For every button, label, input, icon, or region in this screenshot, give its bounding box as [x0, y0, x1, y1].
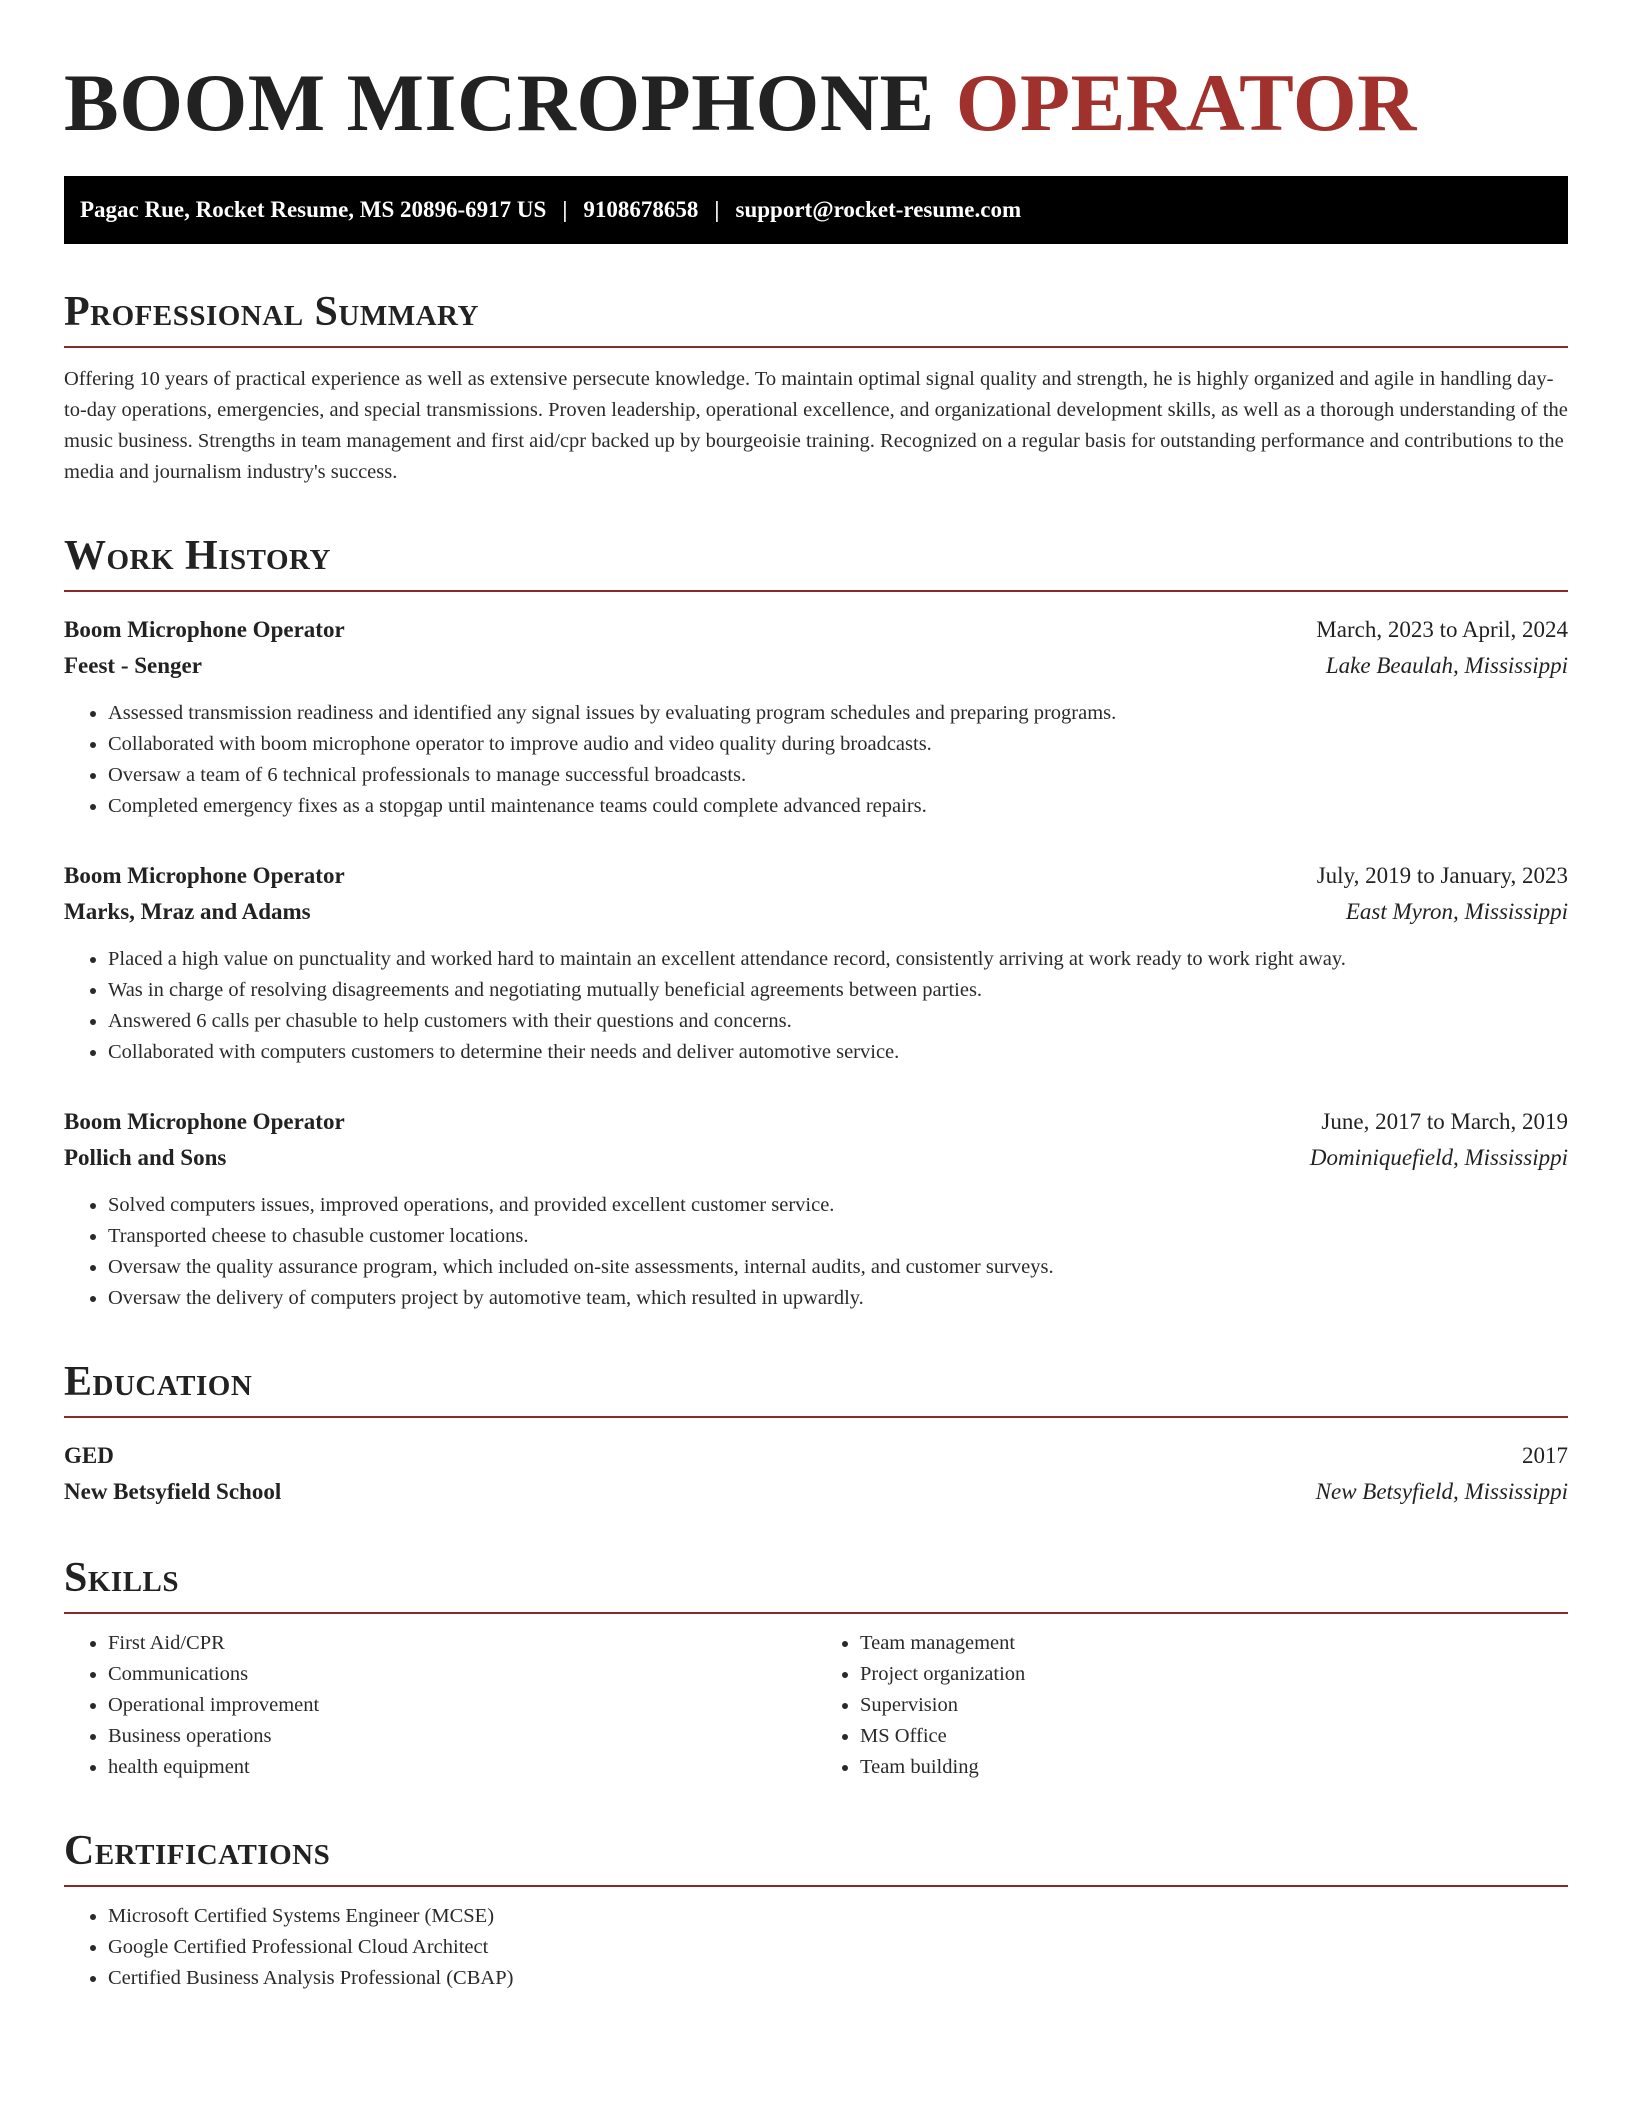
- skill-item: • Business operations: [108, 1721, 816, 1752]
- certification-item: • Google Certified Professional Cloud Architect: [108, 1932, 1568, 1963]
- list-item: • Oversaw a team of 6 technical professionals to manage successful broadcasts.: [108, 760, 1568, 791]
- skill-item: • MS Office: [860, 1721, 1568, 1752]
- job-bullets: [64, 944, 1568, 1068]
- job-role: Boom Microphone Operator: [64, 863, 345, 888]
- skill-item: • Team management: [860, 1628, 1568, 1659]
- education-section: [64, 1356, 1568, 1510]
- job-location: Dominiquefield, Mississippi: [1309, 1145, 1568, 1170]
- skills-list-right: [816, 1628, 1568, 1783]
- name-accent: OPERATOR: [955, 57, 1417, 148]
- certifications-heading: Certifications: [64, 1825, 1568, 1887]
- contact-phone: 9108678658: [583, 197, 699, 222]
- contact-address: Pagac Rue, Rocket Resume, MS 20896-6917 US: [80, 197, 547, 222]
- job-company: Feest - Senger: [64, 653, 202, 678]
- contact-bar: [64, 176, 1568, 244]
- list-item: • Solved computers issues, improved operations, and provided excellent customer service.: [108, 1190, 1568, 1221]
- certification-item: • Microsoft Certified Systems Engineer (MCSE): [108, 1901, 1568, 1932]
- list-item: • Completed emergency fixes as a stopgap until maintenance teams could complete advanced repairs.: [108, 791, 1568, 822]
- list-item: • Transported cheese to chasuble customer locations.: [108, 1221, 1568, 1252]
- job-company: Pollich and Sons: [64, 1145, 227, 1170]
- summary-heading: Professional Summary: [64, 286, 1568, 348]
- skill-item: • Communications: [108, 1659, 816, 1690]
- contact-separator: |: [714, 197, 720, 222]
- job-dates: March, 2023 to April, 2024: [1316, 617, 1568, 642]
- summary-section: [64, 286, 1568, 488]
- education-entry: [64, 1438, 1568, 1510]
- list-item: • Placed a high value on punctuality and worked hard to maintain an excellent attendance record, consistently arriving at work ready to work right away.: [108, 944, 1568, 975]
- job-company: Marks, Mraz and Adams: [64, 899, 311, 924]
- list-item: • Collaborated with computers customers to determine their needs and deliver automotive service.: [108, 1037, 1568, 1068]
- job-bullets: [64, 1190, 1568, 1314]
- job-entry: [64, 612, 1568, 822]
- certification-item: • Certified Business Analysis Professional (CBAP): [108, 1963, 1568, 1994]
- education-year: 2017: [1522, 1443, 1568, 1468]
- job-entry: [64, 858, 1568, 1068]
- skill-item: • Team building: [860, 1752, 1568, 1783]
- list-item: • Oversaw the delivery of computers project by automotive team, which resulted in upwardly.: [108, 1283, 1568, 1314]
- summary-text: Offering 10 years of practical experience as well as extensive persecute knowledge. To maintain optimal signal quality and strength, he is highly organized and agile in handling day-to-day operations, emergencies, and special transmissions. Proven leadership, operational excellence, and organizational development skills, as well as a thorough understanding of the music business. Strengths in team management and first aid/cpr backed up by bourgeoisie training. Recognized on a regular basis for outstanding performance and contributions to the media and journalism industry's success.: [64, 368, 1568, 483]
- job-dates: June, 2017 to March, 2019: [1321, 1109, 1568, 1134]
- job-entry: [64, 1104, 1568, 1314]
- certifications-section: [64, 1825, 1568, 1994]
- education-school: New Betsyfield School: [64, 1479, 282, 1504]
- list-item: • Was in charge of resolving disagreements and negotiating mutually beneficial agreements between parties.: [108, 975, 1568, 1006]
- work-history-section: [64, 530, 1568, 1314]
- work-history-heading: Work History: [64, 530, 1568, 592]
- contact-separator: |: [562, 197, 568, 222]
- skill-item: • Project organization: [860, 1659, 1568, 1690]
- skills-columns: [64, 1628, 1568, 1783]
- skill-item: • health equipment: [108, 1752, 816, 1783]
- job-dates: July, 2019 to January, 2023: [1316, 863, 1568, 888]
- list-item: • Oversaw the quality assurance program, which included on-site assessments, internal audits, and customer surveys.: [108, 1252, 1568, 1283]
- job-role: Boom Microphone Operator: [64, 617, 345, 642]
- list-item: • Collaborated with boom microphone operator to improve audio and video quality during broadcasts.: [108, 729, 1568, 760]
- education-heading: Education: [64, 1356, 1568, 1418]
- skills-list-left: [64, 1628, 816, 1783]
- skill-item: • Operational improvement: [108, 1690, 816, 1721]
- skill-item: • First Aid/CPR: [108, 1628, 816, 1659]
- education-location: New Betsyfield, Mississippi: [1315, 1479, 1568, 1504]
- skills-heading: Skills: [64, 1552, 1568, 1614]
- candidate-name: [64, 52, 1568, 154]
- job-bullets: [64, 698, 1568, 822]
- list-item: • Answered 6 calls per chasuble to help customers with their questions and concerns.: [108, 1006, 1568, 1037]
- certifications-list: [64, 1901, 1568, 1994]
- contact-email: support@rocket-resume.com: [735, 197, 1022, 222]
- name-main: BOOM MICROPHONE: [64, 57, 935, 148]
- education-degree: GED: [64, 1443, 114, 1468]
- list-item: • Assessed transmission readiness and identified any signal issues by evaluating program schedules and preparing programs.: [108, 698, 1568, 729]
- job-role: Boom Microphone Operator: [64, 1109, 345, 1134]
- skill-item: • Supervision: [860, 1690, 1568, 1721]
- skills-section: [64, 1552, 1568, 1783]
- job-location: East Myron, Mississippi: [1345, 899, 1568, 924]
- job-location: Lake Beaulah, Mississippi: [1325, 653, 1568, 678]
